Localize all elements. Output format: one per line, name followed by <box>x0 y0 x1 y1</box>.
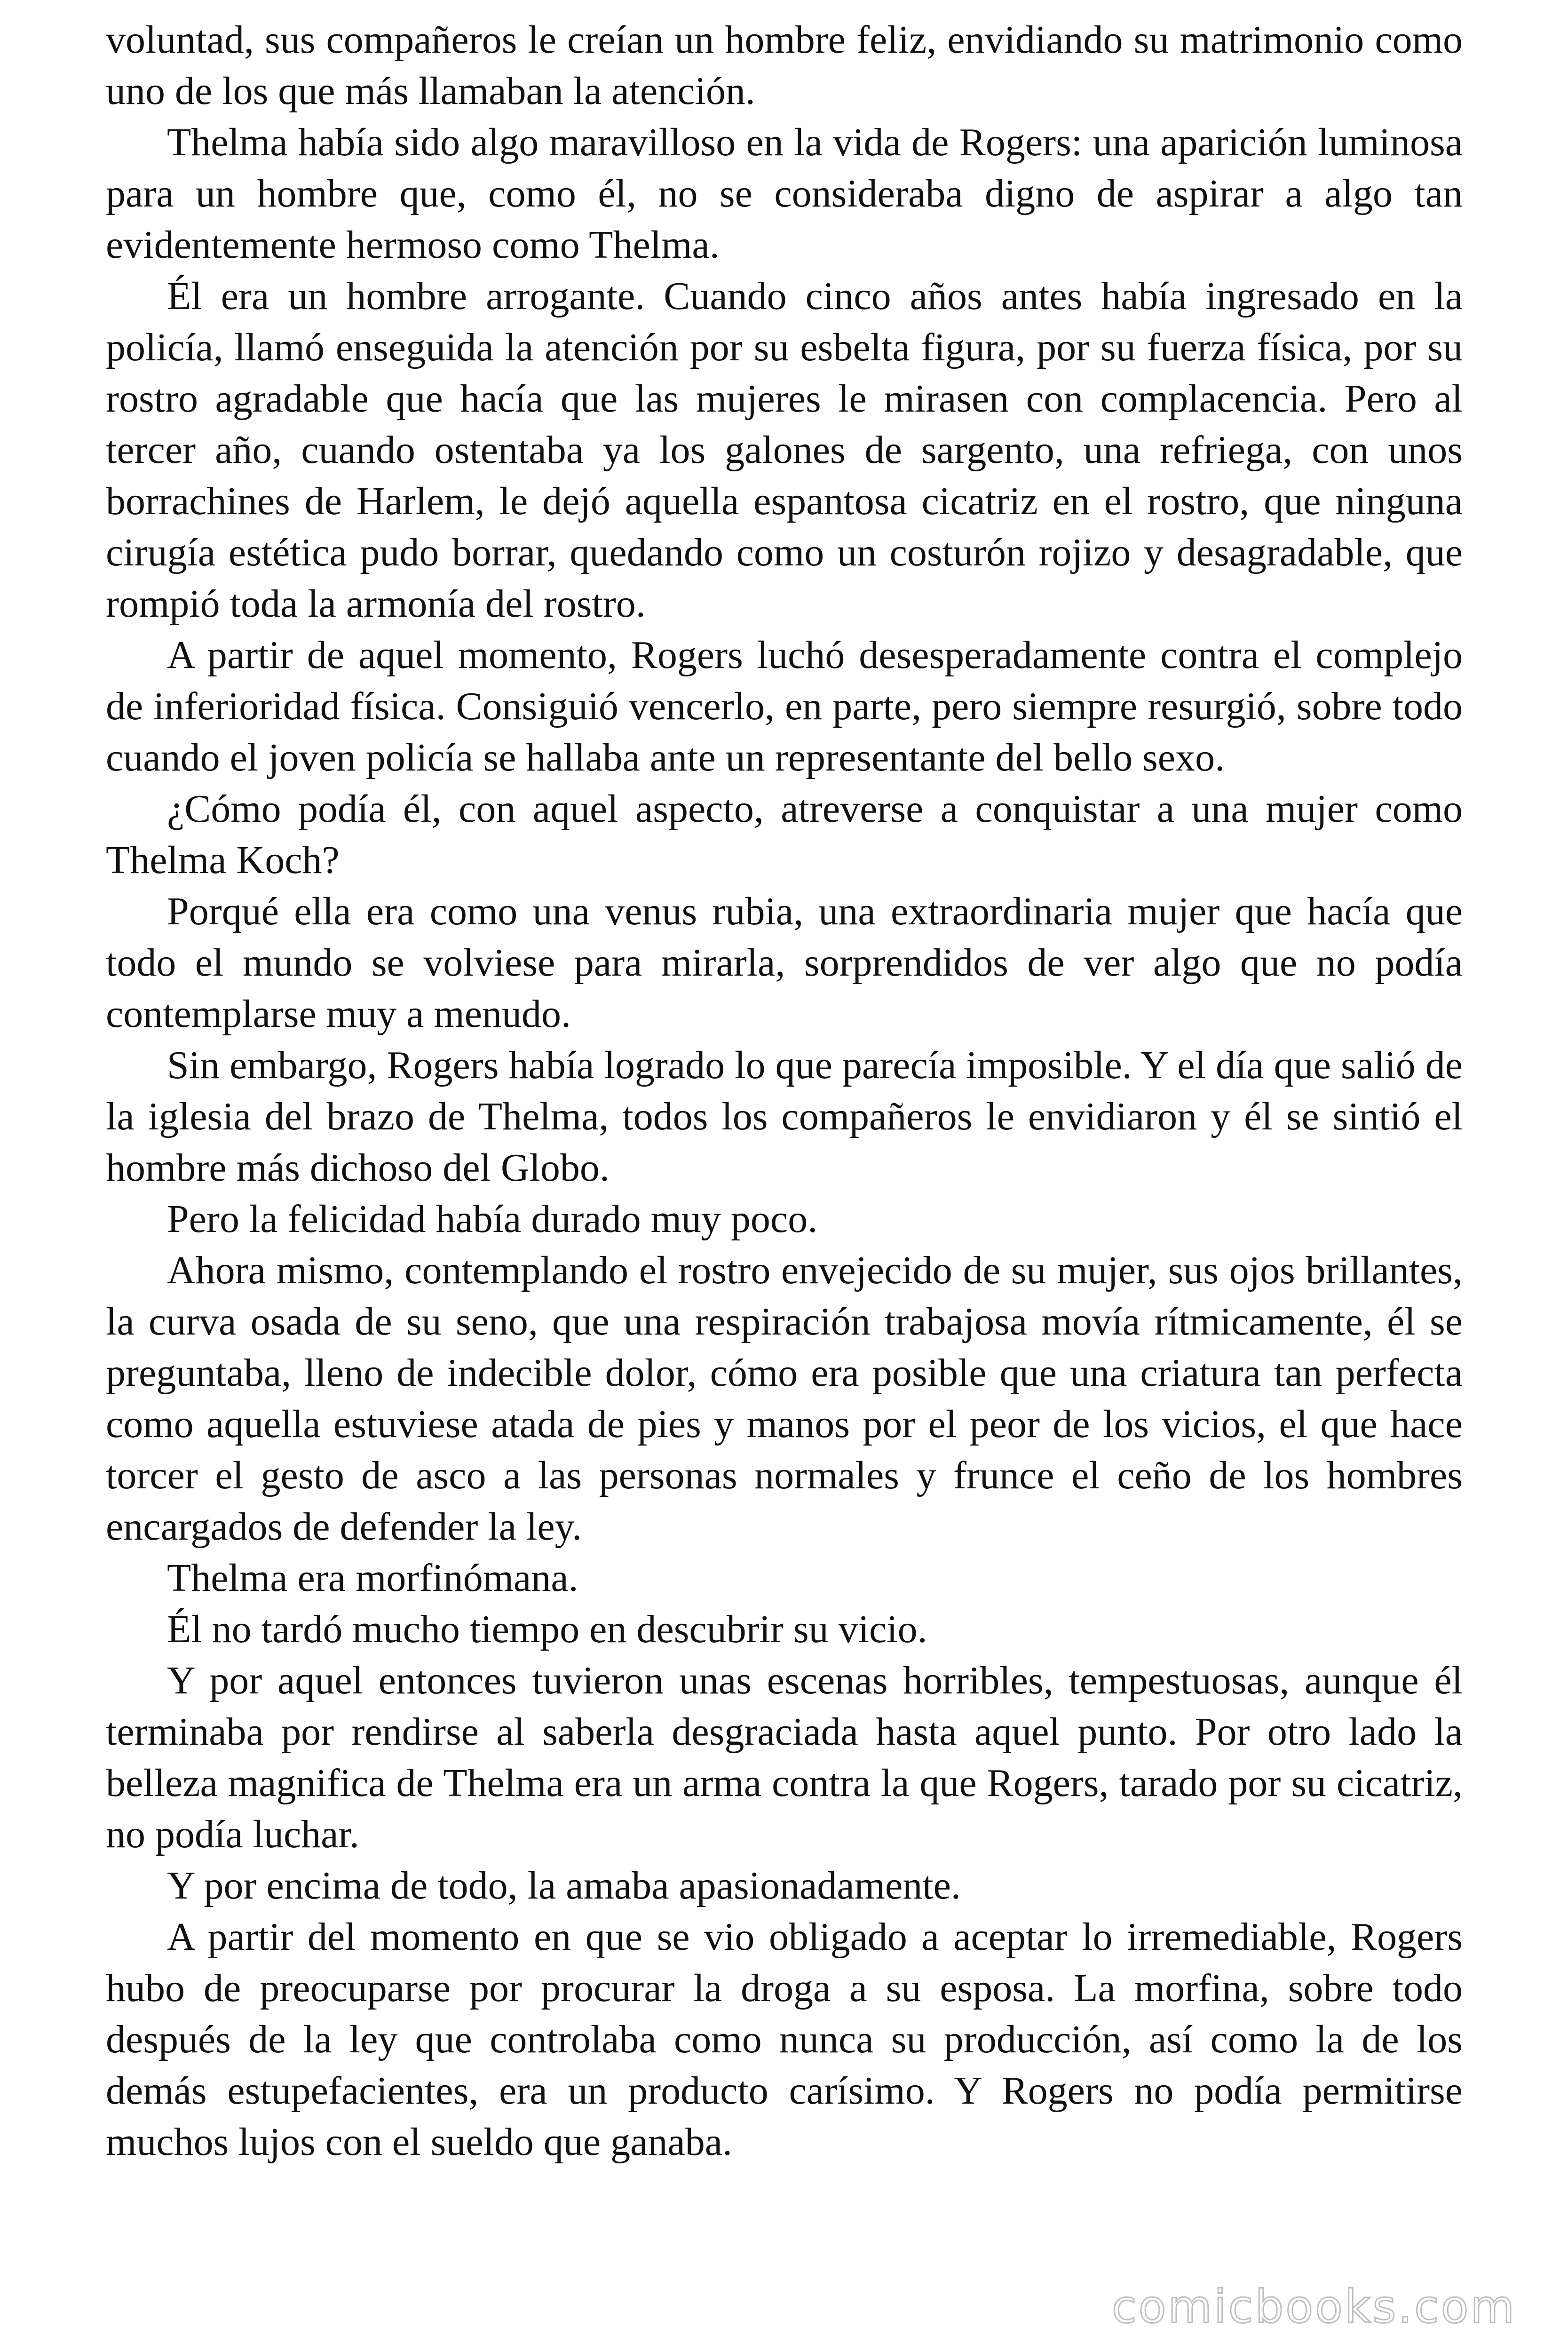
paragraph: Thelma era morfinómana. <box>167 1556 578 1600</box>
paragraph: Porqué ella era como una venus rubia, una extraordinaria mujer que hacía que todo el mundo se volviese para mirarla, sorprendidos de ver algo que no podía contemplarse muy a menudo. <box>106 890 1463 1036</box>
paragraph: Y por aquel entonces tuvieron unas escenas horribles, tempestuosas, aunque él terminaba por rendirse al saberla desgraciada hasta aquel punto. Por otro lado la belleza magnifica de Thelma era un arma contra la que Rogers, tarado por su cicatriz, no podía luchar. <box>106 1659 1463 1856</box>
paragraph: Pero la felicidad había durado muy poco. <box>167 1197 818 1241</box>
paragraph: Ahora mismo, contemplando el rostro envejecido de su mujer, sus ojos brillantes, la curva osada de su seno, que una respiración trabajosa movía rítmicamente, él se preguntaba, lleno de indecible dolor, cómo era posible que una criatura tan perfecta como aquella estuviese atada de pies y manos por el peor de los vicios, el que hace torcer el gesto de asco a las personas normales y frunce el ceño de los hombres encargados de defender la ley. <box>106 1248 1463 1549</box>
watermark: comicbooks.com <box>1111 2280 1516 2333</box>
paragraph: Thelma había sido algo maravilloso en la vida de Rogers: una aparición luminosa para un hombre que, como él, no se consideraba digno de aspirar a algo tan evidentemente hermoso como Thelma. <box>106 120 1463 267</box>
paragraph: voluntad, sus compañeros le creían un hombre feliz, envidiando su matrimonio como uno de los que más llamaban la atención. <box>106 18 1463 113</box>
page-body <box>106 14 1463 2168</box>
paragraph: Él era un hombre arrogante. Cuando cinco años antes había ingresado en la policía, llamó enseguida la atención por su esbelta figura, por su fuerza física, por su rostro agradable que hacía que las mujeres le mirasen con complacencia. Pero al tercer año, cuando ostentaba ya los galones de sargento, una refriega, con unos borrachines de Harlem, le dejó aquella espantosa cicatriz en el rostro, que ninguna cirugía estética pudo borrar, quedando como un costurón rojizo y desagradable, que rompió toda la armonía del rostro. <box>106 274 1463 626</box>
paragraph: Él no tardó mucho tiempo en descubrir su vicio. <box>167 1607 927 1651</box>
paragraph: Y por encima de todo, la amaba apasionadamente. <box>167 1864 961 1907</box>
paragraph: ¿Cómo podía él, con aquel aspecto, atreverse a conquistar a una mujer como Thelma Koch? <box>106 787 1463 882</box>
paragraph: Sin embargo, Rogers había logrado lo que parecía imposible. Y el día que salió de la iglesia del brazo de Thelma, todos los compañeros le envidiaron y él se sintió el hombre más dichoso del Globo. <box>106 1043 1463 1190</box>
paragraph: A partir del momento en que se vio obligado a aceptar lo irremediable, Rogers hubo de preocuparse por procurar la droga a su esposa. La morfina, sobre todo después de la ley que controlaba como nunca su producción, así como la de los demás estupefacientes, era un producto carísimo. Y Rogers no podía permitirse muchos lujos con el sueldo que ganaba. <box>106 1915 1463 2164</box>
paragraph: A partir de aquel momento, Rogers luchó desesperadamente contra el complejo de inferioridad física. Consiguió vencerlo, en parte, pero siempre resurgió, sobre todo cuando el joven policía se hallaba ante un representante del bello sexo. <box>106 633 1463 779</box>
